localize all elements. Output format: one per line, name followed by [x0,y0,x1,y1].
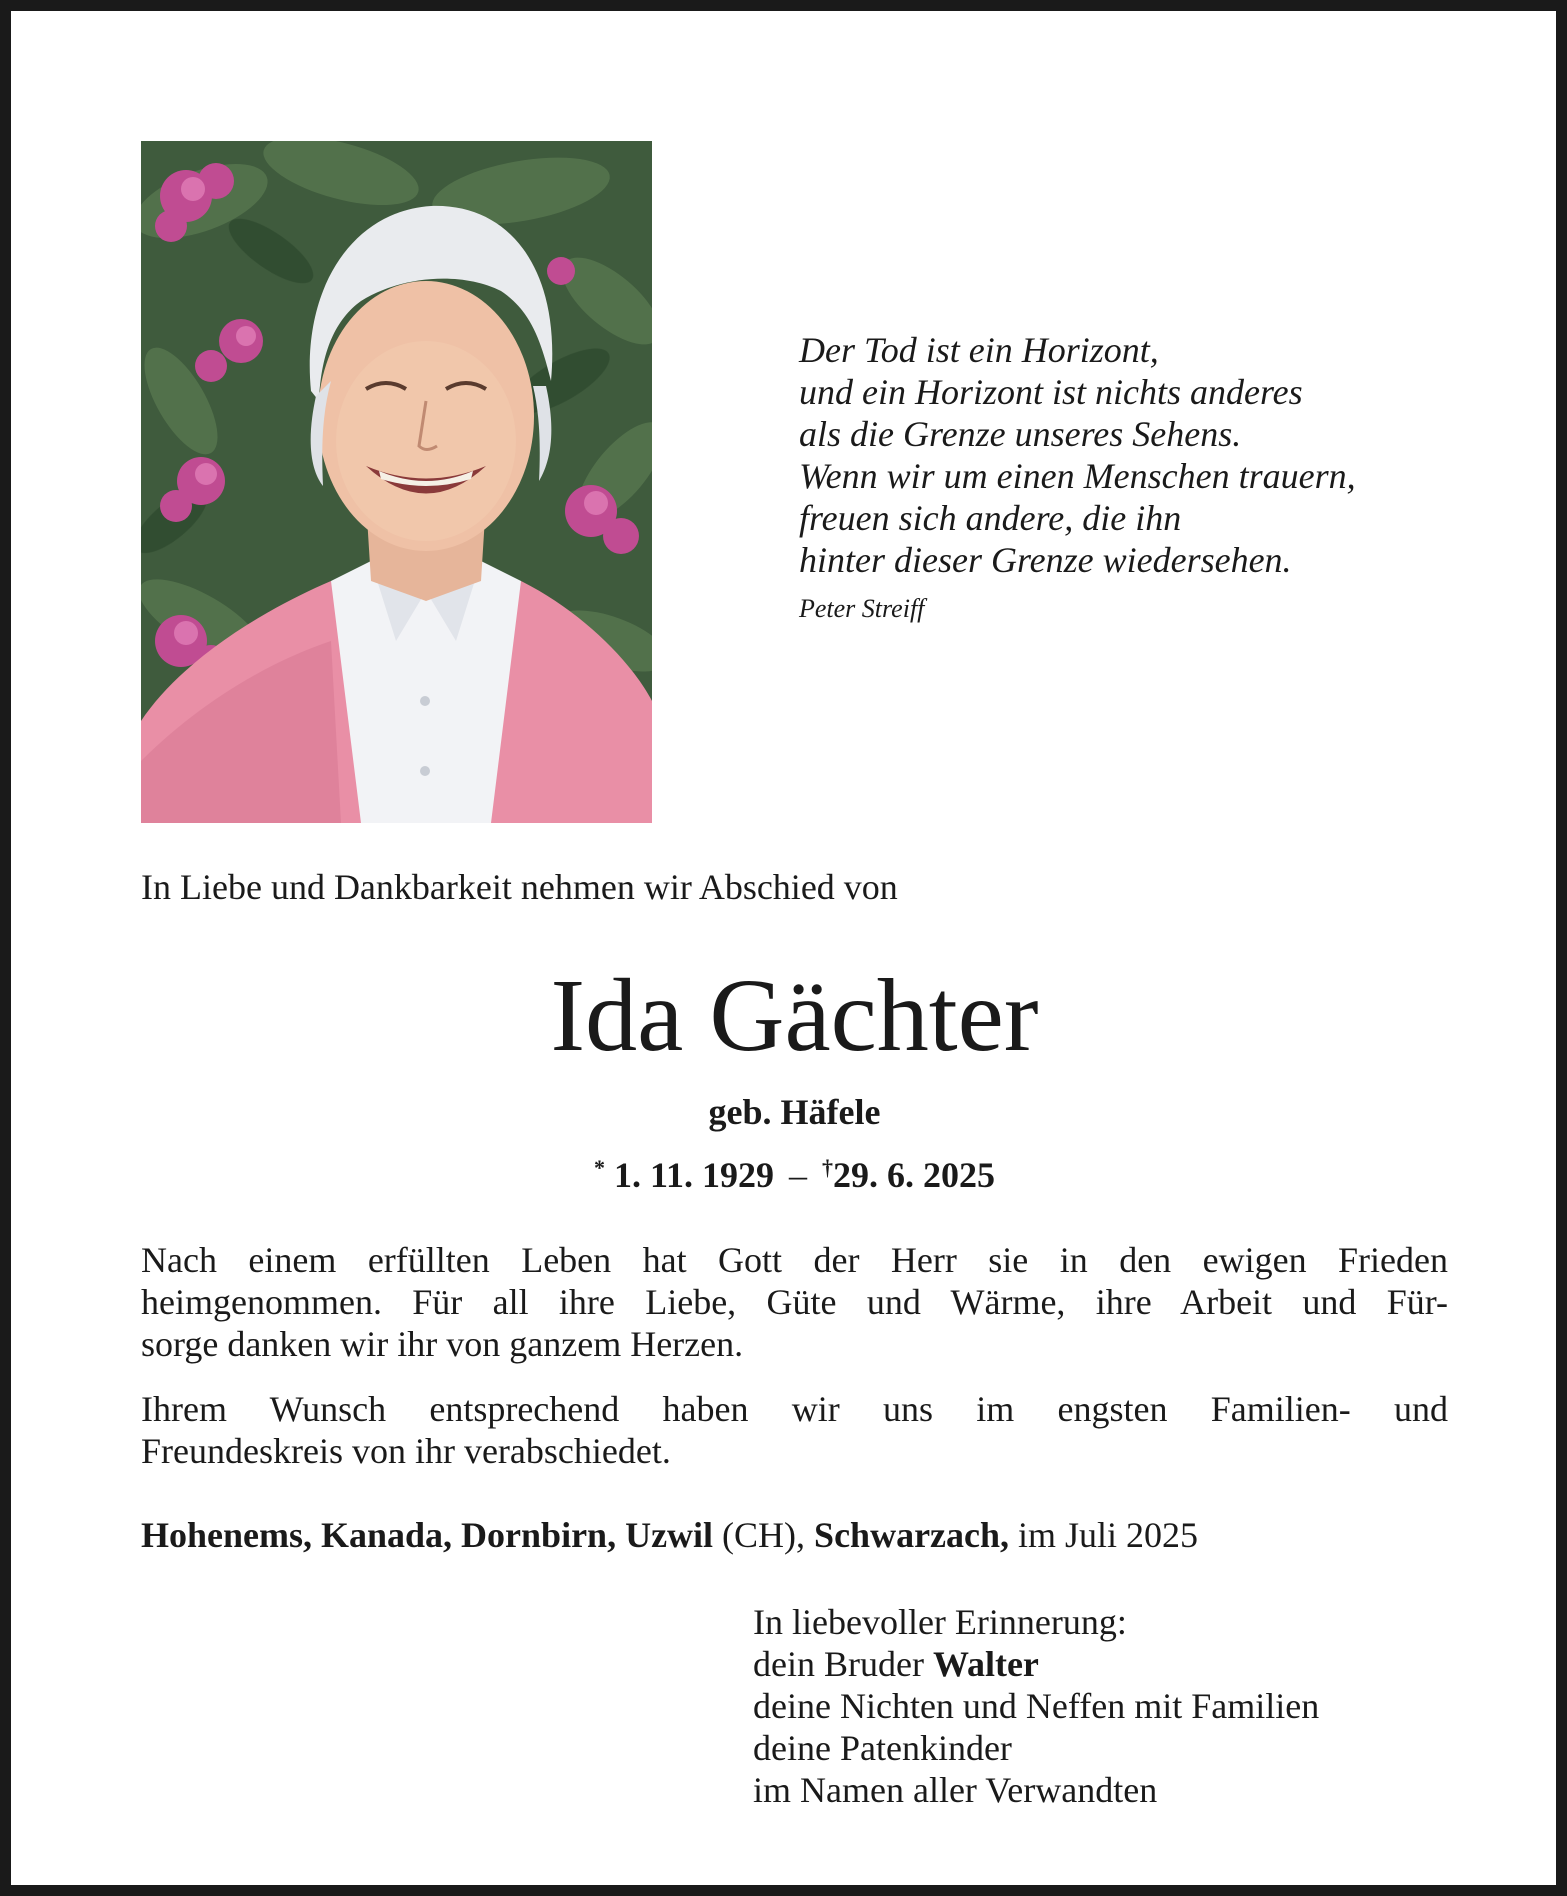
places-secondary: Schwarzach, [814,1515,1010,1555]
places-date: im Juli 2025 [1009,1515,1199,1555]
birth-symbol: * [593,1155,605,1180]
places-date-line [141,1514,1198,1556]
portrait-photo [141,141,652,823]
family-line: deine Patenkinder [753,1728,1012,1768]
memorial-quote [799,329,1499,581]
quote-line: Der Tod ist ein Horizont, [799,330,1159,370]
family-line: deine Nichten und Neffen mit Familien [753,1686,1320,1726]
deceased-name: Ida Gächter [550,958,1039,1073]
paragraph-line: Ihrem Wunsch entsprechend haben wir uns im engsten Familien- und [141,1389,1448,1429]
quote-line: hinter dieser Grenze wiedersehen. [799,540,1292,580]
paragraph-gratitude [141,1239,1448,1365]
paragraph-line: Freundeskreis von ihr verabschiedet. [141,1431,671,1471]
paragraph-line: sorge danken wir ihr von ganzem Herzen. [141,1324,744,1364]
date-separator: – [789,1155,807,1195]
quote-line: und ein Horizont ist nichts anderes [799,372,1303,412]
intro-text: In Liebe und Dankbarkeit nehmen wir Abschied von [141,867,898,907]
family-signature [753,1601,1319,1811]
brother-prefix: dein Bruder [753,1644,933,1684]
life-dates [11,1154,1567,1196]
quote-line: Wenn wir um einen Menschen trauern, [799,456,1356,496]
paragraph-line: heimgenommen. Für all ihre Liebe, Güte und Wärme, ihre Arbeit und Für- [141,1282,1448,1322]
brother-name: Walter [932,1644,1039,1684]
portrait-illustration [141,141,652,823]
death-symbol: † [822,1155,833,1180]
quote-line: freuen sich andere, die ihn [799,498,1182,538]
family-brother [753,1643,1319,1685]
birth-name: geb. Häfele [708,1092,881,1132]
death-date: 29. 6. 2025 [833,1155,995,1195]
family-line: im Namen aller Verwandten [753,1770,1158,1810]
quote-author: Peter Streiff [799,594,925,623]
quote-line: als die Grenze unseres Sehens. [799,414,1242,454]
places-country: (CH), [713,1515,815,1555]
paragraph-farewell [141,1388,1448,1472]
family-heading: In liebevoller Erinnerung: [753,1602,1127,1642]
birth-date: 1. 11. 1929 [613,1155,774,1195]
paragraph-line: Nach einem erfüllten Leben hat Gott der Herr sie in den ewigen Frieden [141,1240,1448,1280]
places-main: Hohenems, Kanada, Dornbirn, Uzwil [141,1515,714,1555]
